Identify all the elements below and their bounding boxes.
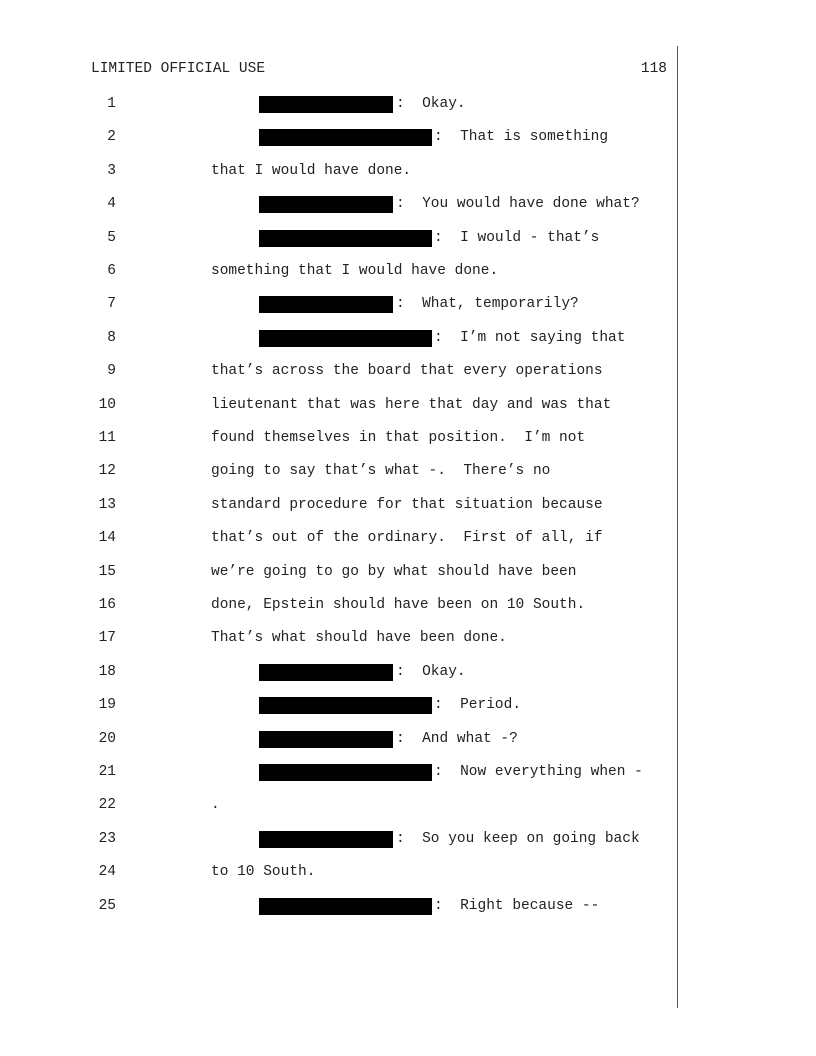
line-number: 7 bbox=[107, 296, 116, 313]
continuation-text: that’s out of the ordinary. First of all, if bbox=[211, 530, 603, 547]
line-number: 2 bbox=[107, 129, 116, 146]
redacted-speaker-name bbox=[259, 898, 432, 915]
transcript-line bbox=[0, 194, 816, 214]
continuation-text: done, Epstein should have been on 10 South. bbox=[211, 597, 586, 613]
line-number: 12 bbox=[98, 463, 116, 480]
line-number: 25 bbox=[98, 897, 116, 914]
continuation-text: that I would have done. bbox=[211, 162, 412, 179]
speaker-text: : Period. bbox=[434, 697, 522, 714]
line-number: 24 bbox=[98, 864, 116, 881]
continuation-text: something that I would have done. bbox=[211, 263, 499, 279]
line-number: 3 bbox=[107, 162, 116, 179]
speaker-text: : I’m not saying that bbox=[434, 329, 626, 346]
line-number: 18 bbox=[98, 663, 116, 680]
transcript-line bbox=[0, 795, 816, 815]
redacted-speaker-name bbox=[259, 296, 393, 313]
line-number: 1 bbox=[107, 96, 116, 112]
line-number: 8 bbox=[107, 329, 116, 346]
speaker-text: : I would - that’s bbox=[434, 229, 600, 246]
transcript-line bbox=[0, 328, 816, 348]
speaker-text: : Okay. bbox=[396, 663, 466, 680]
transcript-line bbox=[0, 428, 816, 448]
redacted-speaker-name bbox=[259, 96, 393, 113]
line-number: 6 bbox=[107, 263, 116, 279]
transcript-line bbox=[0, 528, 816, 548]
transcript-line bbox=[0, 94, 816, 114]
transcript-line bbox=[0, 562, 816, 582]
continuation-text: standard procedure for that situation because bbox=[211, 496, 603, 513]
redacted-speaker-name bbox=[259, 831, 393, 848]
continuation-text: . bbox=[211, 797, 220, 814]
transcript-line bbox=[0, 662, 816, 682]
speaker-text: : Now everything when - bbox=[434, 764, 643, 780]
transcript-line bbox=[0, 729, 816, 749]
continuation-text: found themselves in that position. I’m not bbox=[211, 430, 586, 446]
redacted-speaker-name bbox=[259, 664, 393, 681]
redacted-speaker-name bbox=[259, 230, 432, 247]
redacted-speaker-name bbox=[259, 731, 393, 748]
transcript-line bbox=[0, 762, 816, 782]
transcript-line bbox=[0, 461, 816, 481]
line-number: 10 bbox=[98, 396, 116, 413]
transcript-line bbox=[0, 896, 816, 916]
transcript-line bbox=[0, 829, 816, 849]
line-number: 5 bbox=[107, 229, 116, 246]
transcript-line bbox=[0, 361, 816, 381]
transcript-line bbox=[0, 495, 816, 515]
continuation-text: to 10 South. bbox=[211, 864, 316, 881]
transcript-line bbox=[0, 862, 816, 882]
redacted-speaker-name bbox=[259, 196, 393, 213]
speaker-text: : You would have done what? bbox=[396, 196, 640, 213]
line-number: 13 bbox=[98, 496, 116, 513]
redacted-speaker-name bbox=[259, 129, 432, 146]
speaker-text: : Okay. bbox=[396, 96, 466, 112]
continuation-text: that’s across the board that every operations bbox=[211, 363, 603, 380]
line-number: 16 bbox=[98, 597, 116, 613]
speaker-text: : And what -? bbox=[396, 730, 518, 747]
transcript-line bbox=[0, 127, 816, 147]
line-number: 20 bbox=[98, 730, 116, 747]
continuation-text: lieutenant that was here that day and was that bbox=[211, 396, 612, 413]
redacted-speaker-name bbox=[259, 697, 432, 714]
line-number: 23 bbox=[98, 830, 116, 847]
speaker-text: : Right because -- bbox=[434, 897, 600, 914]
transcript-line bbox=[0, 161, 816, 181]
transcript-line bbox=[0, 261, 816, 281]
line-number: 22 bbox=[98, 797, 116, 814]
line-number: 15 bbox=[98, 563, 116, 580]
classification-header: LIMITED OFFICIAL USE bbox=[91, 61, 266, 77]
line-number: 21 bbox=[98, 764, 116, 780]
transcript-line bbox=[0, 395, 816, 415]
transcript-line bbox=[0, 228, 816, 248]
line-number: 4 bbox=[107, 196, 116, 213]
transcript-line bbox=[0, 628, 816, 648]
line-number: 19 bbox=[98, 697, 116, 714]
speaker-text: : That is something bbox=[434, 129, 609, 146]
continuation-text: That’s what should have been done. bbox=[211, 630, 507, 647]
redacted-speaker-name bbox=[259, 764, 432, 781]
continuation-text: we’re going to go by what should have been bbox=[211, 563, 577, 580]
redacted-speaker-name bbox=[259, 330, 432, 347]
transcript-line bbox=[0, 595, 816, 615]
transcript-line bbox=[0, 294, 816, 314]
transcript-line bbox=[0, 695, 816, 715]
continuation-text: going to say that’s what -. There’s no bbox=[211, 463, 551, 480]
line-number: 14 bbox=[98, 530, 116, 547]
speaker-text: : What, temporarily? bbox=[396, 296, 579, 313]
speaker-text: : So you keep on going back bbox=[396, 830, 640, 847]
line-number: 11 bbox=[98, 430, 116, 446]
page-number: 118 bbox=[640, 61, 667, 77]
line-number: 17 bbox=[98, 630, 116, 647]
line-number: 9 bbox=[107, 363, 116, 380]
